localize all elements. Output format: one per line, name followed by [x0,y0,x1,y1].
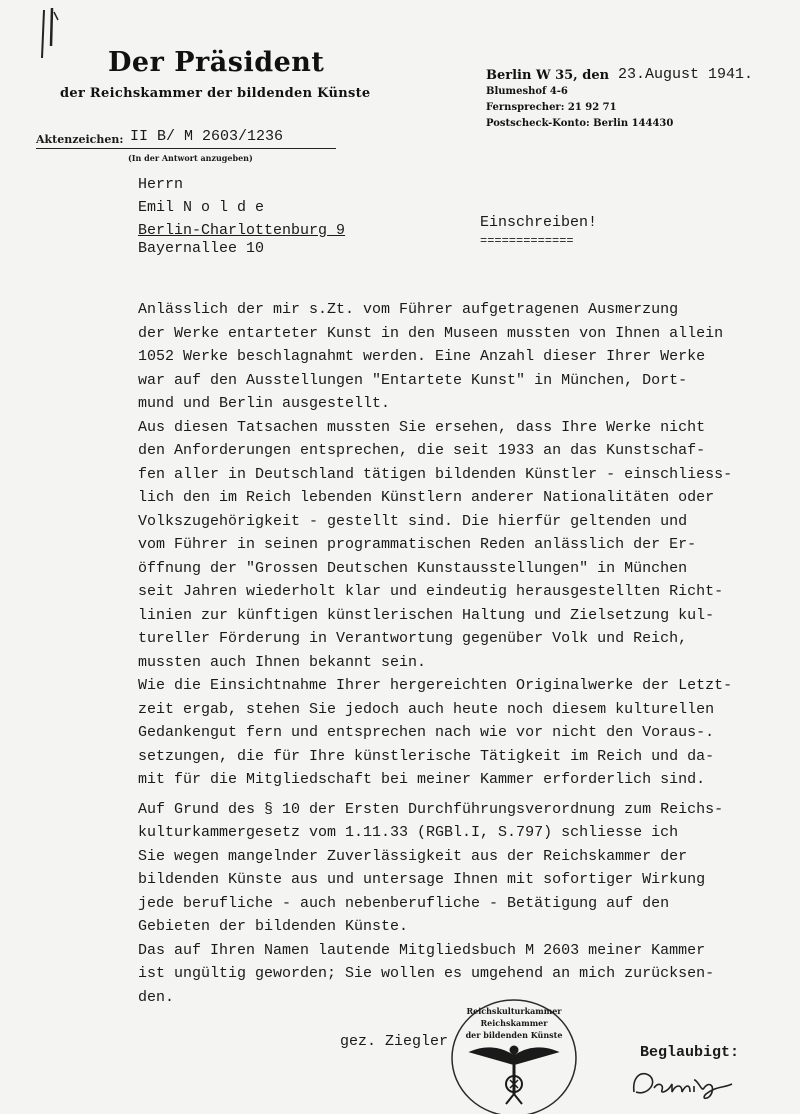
body-line: Sie wegen mangelnder Zuverlässigkeit aus der Reichskammer der [138,847,688,865]
body-line: fen aller in Deutschland tätigen bildenden Künstler - einschliess- [138,465,733,483]
official-seal-stamp [444,994,584,1114]
body-line: kulturkammergesetz vom 1.11.33 (RGBl.I, S.797) schliesse ich [138,824,679,841]
body-line: zeit ergab, stehen Sie jedoch auch heute noch diesem kulturellen [138,700,715,718]
body-line: linien zur künftigen künstlerischen Haltung und Zielsetzung kul- [138,606,715,624]
body-line: der Werke entarteter Kunst in den Museen mussten von Ihnen allein [138,324,724,342]
body-line: mund und Berlin ausgestellt. [138,395,391,412]
recipient-street: Bayernallee 10 [138,240,265,257]
letter-date: 23.August 1941. [618,66,754,83]
letter-body [138,298,798,1009]
body-line: öffnung der "Grossen Deutschen Kunstausstellungen" in München [138,559,688,577]
certified-label: Beglaubigt: [640,1044,740,1061]
body-line: war auf den Ausstellungen "Entartete Kunst" in München, Dort- [138,371,688,389]
body-line: Auf Grund des § 10 der Ersten Durchführungsverordnung zum Reichs- [138,800,724,818]
body-line: ist ungültig geworden; Sie wollen es umgehend an mich zurücksen- [138,965,715,982]
body-paragraph-block-1 [138,298,798,792]
registered-mail-rule: ============= [480,234,574,248]
seal-text-line2: Reichskammer [480,1018,548,1028]
body-line: bildenden Künste aus und untersage Ihnen mit sofortiger Wirkung [138,871,706,888]
body-line: mit für die Mitgliedschaft bei meiner Kammer erforderlich sind. [138,771,706,788]
body-line: Das auf Ihren Namen lautende Mitgliedsbuch M 2603 meiner Kammer [138,941,706,959]
pencil-mark-icon [32,6,72,62]
body-paragraph-block-2 [138,798,798,1010]
body-line: Aus diesen Tatsachen mussten Sie ersehen, dass Ihre Werke nicht [138,418,706,436]
recipient-salutation: Herrn [138,176,184,193]
body-line: 1052 Werke beschlagnahmt werden. Eine Anzahl dieser Ihrer Werke [138,348,706,365]
body-line: den. [138,988,175,1006]
reference-rule [36,148,336,149]
recipient-city: Berlin-Charlottenburg 9 [138,222,346,239]
body-line: tureller Förderung in Verantwortung gegenüber Volk und Reich, [138,630,688,647]
reference-hint: (In der Antwort anzugeben) [128,153,253,163]
sender-city: Berlin W 35, den [486,68,610,83]
sender-address: Blumeshof 4-6 [486,86,568,97]
seal-text-line1: Reichskulturkammer [466,1006,562,1016]
reference-label: Aktenzeichen: [36,133,124,146]
body-line: vom Führer in seinen programmatischen Reden anlässlich der Er- [138,536,697,553]
body-line: Anlässlich der mir s.Zt. vom Führer aufgetragenen Ausmerzung [138,301,679,318]
registered-mail-label: Einschreiben! [480,214,598,231]
signed-by: gez. Ziegler [340,1033,449,1050]
body-line: setzungen, die für Ihre künstlerische Tätigkeit im Reich und da- [138,747,715,765]
body-line: jede berufliche - auch nebenberufliche - Betätigung auf den [138,894,670,912]
body-line: Gedankengut fern und entsprechen nach wie vor nicht den Voraus-. [138,724,715,741]
body-line: Gebieten der bildenden Künste. [138,918,409,935]
letterhead-subtitle: der Reichskammer der bildenden Künste [60,86,371,101]
seal-text-line3: der bildenden Künste [465,1030,563,1040]
handwritten-signature [628,1062,738,1102]
body-line: den Anforderungen entsprechen, die seit 1933 an das Kunstschaf- [138,442,706,459]
reference-value: II B/ M 2603/1236 [130,128,284,145]
body-line: Volkszugehörigkeit - gestellt sind. Die hierfür geltenden und [138,512,688,530]
eagle-emblem-icon [470,1046,558,1104]
body-line: Wie die Einsichtnahme Ihrer hergereichten Originalwerke der Letzt- [138,677,733,694]
recipient-name: Emil N o l d e [138,199,265,216]
sender-postal-account: Postscheck-Konto: Berlin 144430 [486,118,674,129]
body-line: seit Jahren wiederholt klar und eindeutig herausgestellten Richt- [138,583,724,600]
body-line: lich den im Reich lebenden Künstlern anderer Nationalitäten oder [138,489,715,506]
letterhead-title: Der Präsident [108,47,325,78]
sender-phone: Fernsprecher: 21 92 71 [486,102,617,113]
body-line: mussten auch Ihnen bekannt sein. [138,653,427,671]
